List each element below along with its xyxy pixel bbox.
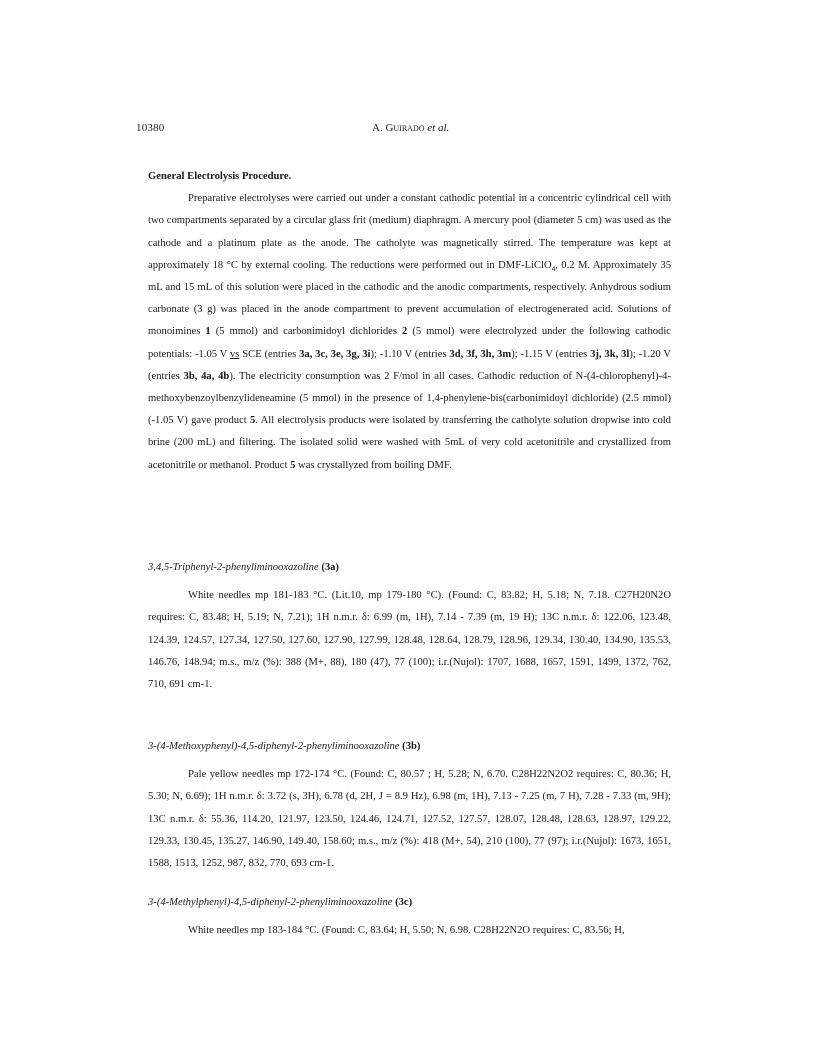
compound-3c-entry [148,892,671,942]
compound-data: Pale yellow needles mp 172-174 °C. (Found: C, 80.57 ; H, 5.28; N, 6.70. C28H22N2O2 requires: C, 80.36; H, 5.30; N, 6.69); 1H n.m.r. δ: 3.72 (s, 3H), 6.78 (d, 2H, J = 8.9 Hz), 6.98 (m, 1H), 7.13 - 7.25 (m, 7 H), 7.28 - 7.33 (m, 9H); 13C n.m.r. δ: 55.36, 114.20, 121.97, 123.50, 124.46, 124.71, 127.52, 127.57, 128.07, 128.48, 128.63, 128.97, 129.22, 129.33, 130.45, 135.27, 146.90, 149.40, 158.60; m.s., m/z (%): 418 (M+, 54), 210 (100), 77 (97); i.r.(Nujol): 1673, 1651, 1588, 1513, 1252, 987, 832, 770, 693 cm-1. [148,769,671,870]
compound-title: 3,4,5-Triphenyl-2-phenyliminooxazoline (3a) [148,562,339,573]
section-heading: General Electrolysis Procedure. [148,171,292,182]
compound-title: 3-(4-Methoxyphenyl)-4,5-diphenyl-2-phenyliminooxazoline (3b) [148,741,421,752]
compound-title: 3-(4-Methylphenyl)-4,5-diphenyl-2-phenyliminooxazoline (3c) [148,897,413,908]
page-number: 10380 [136,122,165,134]
general-procedure-section [148,166,671,477]
compound-data: White needles mp 181-183 °C. (Lit.10, mp 179-180 °C). (Found: C, 83.82; H, 5.18; N, 7.18. C27H20N2O requires: C, 83.48; H, 5.19; N, 7.21); 1H n.m.r. δ: 6.99 (m, 1H), 7.14 - 7.39 (m, 19 H); 13C n.m.r. δ: 122.06, 123.48, 124.39, 124.57, 127.34, 127.50, 127.60, 127.90, 127.99, 128.48, 128.64, 128.79, 128.96, 129.34, 130.40, 134.90, 135.53, 146.76, 148.94; m.s., m/z (%): 388 (M+, 88), 180 (47), 77 (100); i.r.(Nujol): 1707, 1688, 1657, 1591, 1499, 1372, 762, 710, 691 cm-1. [148,590,671,691]
running-header-author [372,122,449,134]
author-name: A. Guirado [372,122,425,134]
procedure-paragraph: Preparative electrolyses were carried out under a constant cathodic potential in a concentric cylindrical cell with two compartments separated by a circular glass frit (medium) diaphragm. A mercury pool (diameter 5 cm) was used as the cathode and a platinum plate as the anode. The catholyte was magnetically stirred. The temperature was kept at approximately 18 °C by external cooling. The reductions were performed out in DMF-LiClO$_4$, 0.2 M. Approximately 35 mL and 15 mL of this solution were placed in the cathodic and the anodic compartments, respectively. Anhydrous sodium carbonate (3 g) was placed in the anode compartment to prevent accumulation of electrogenerated acid. Solutions of monoimines 1 (5 mmol) and carbonimidoyl dichlorides 2 (5 mmol) were electrolyzed under the following cathodic potentials: -1.05 V vs SCE (entries 3a, 3c, 3e, 3g, 3i); -1.10 V (entries 3d, 3f, 3h, 3m); -1.15 V (entries 3j, 3k, 3l); -1.20 V (entries 3b, 4a, 4b). The electricity consumption was 2 F/mol in all cases. Cathodic reduction of N-(4-chlorophenyl)-4-methoxybenzoylbenzylideneamine (5 mmol) in the presence of 1,4-phenylene-bis(carbonimidoyl dichloride) (2.5 mmol) (-1.05 V) gave product 5. All electrolysis products were isolated by transferring the catholyte solution dropwise into cold brine (200 mL) and filtering. The isolated solid were washed with 5mL of very cold acetonitrile and crystallized from acetonitrile or methanol. Product 5 was crystallyzed from boiling DMF. [148,193,672,471]
et-al: et al. [427,122,450,134]
compound-3a-entry [148,557,671,696]
compound-data: White needles mp 183-184 °C. (Found: C, 83.64; H, 5.50; N, 6.98. C28H22N2O requires: C, 83.56; H, [188,925,625,937]
compound-3b-entry [148,736,671,875]
